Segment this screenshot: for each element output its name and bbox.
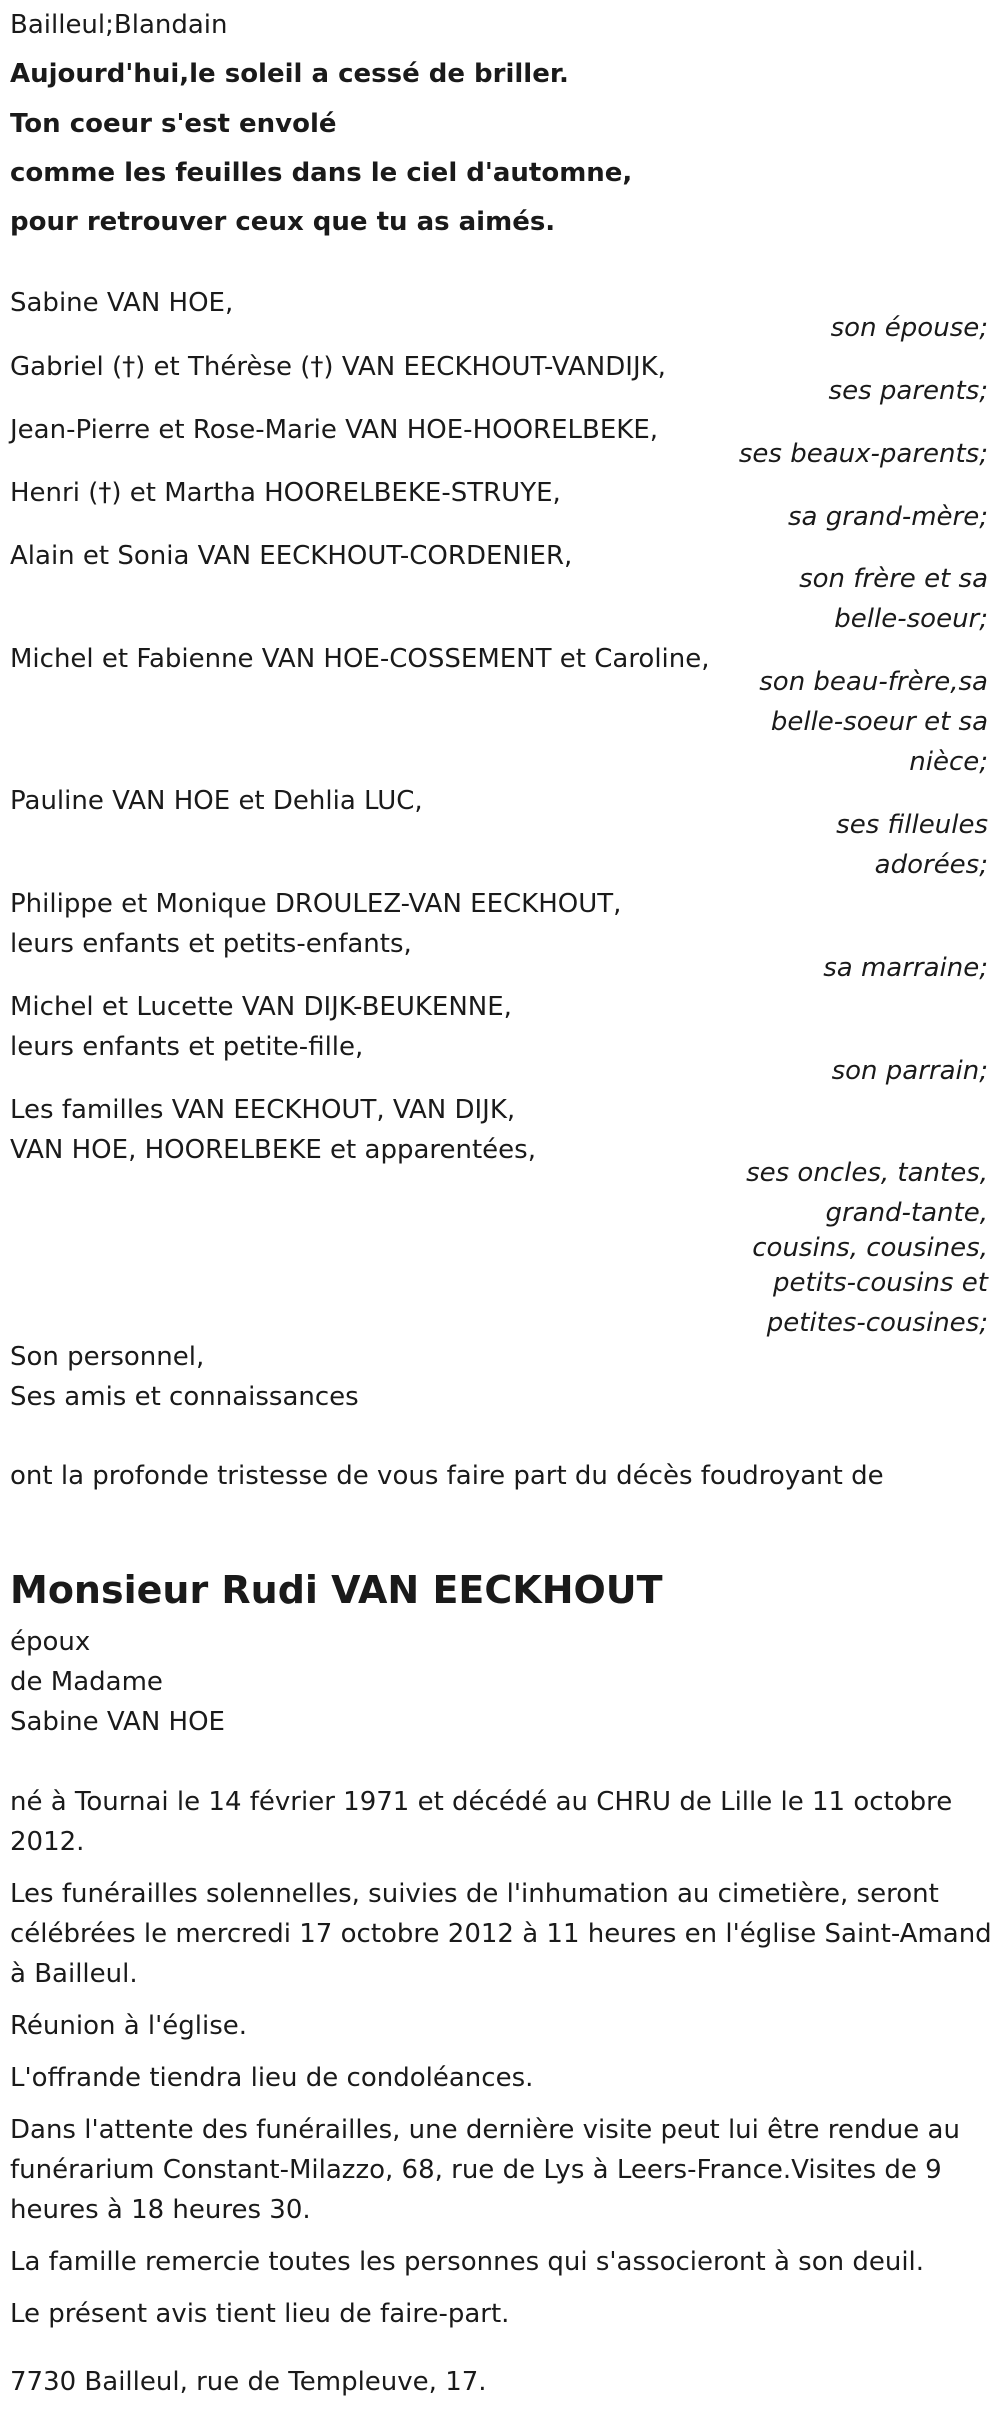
relation-10: ses oncles, tantes, grand-tante, cousins, cousines, petits-cousins et petites-cousines; — [746, 1158, 988, 1338]
visit-line-1: Dans l'attente des funérailles, une dernière visite peut lui être rendue au — [10, 2115, 960, 2145]
relation-3: ses beaux-parents; — [738, 439, 988, 469]
family-name-9b: leurs enfants et petite-fille, — [10, 1032, 364, 1062]
spouse-line-1: époux — [10, 1627, 91, 1657]
place-line: Bailleul;Blandain — [10, 10, 228, 40]
birth-death-line-2: 2012. — [10, 1827, 85, 1857]
family-name-2: Gabriel (†) et Thérèse (†) VAN EECKHOUT-VANDIJK, — [10, 352, 666, 382]
thanks-line: La famille remercie toutes les personnes qui s'associeront à son deuil. — [10, 2247, 925, 2277]
visit-line-2: funérarium Constant-Milazzo, 68, rue de Lys à Leers-France.Visites de 9 — [10, 2155, 942, 2185]
family-name-7: Pauline VAN HOE et Dehlia LUC, — [10, 786, 423, 816]
relation-9: son parrain; — [831, 1056, 988, 1086]
poem-line-3: comme les feuilles dans le ciel d'automne, — [10, 158, 633, 188]
family-name-10a: Les familles VAN EECKHOUT, VAN DIJK, — [10, 1095, 516, 1125]
visit-line-3: heures à 18 heures 30. — [10, 2195, 311, 2225]
funeral-line-3: à Bailleul. — [10, 1959, 138, 1989]
deceased-name: Monsieur Rudi VAN EECKHOUT — [10, 1568, 663, 1612]
notice-line: Le présent avis tient lieu de faire-part. — [10, 2299, 510, 2329]
family-name-8a: Philippe et Monique DROULEZ-VAN EECKHOUT, — [10, 889, 622, 919]
family-name-5: Alain et Sonia VAN EECKHOUT-CORDENIER, — [10, 541, 573, 571]
family-name-4: Henri (†) et Martha HOORELBEKE-STRUYE, — [10, 478, 561, 508]
funeral-line-2: célébrées le mercredi 17 octobre 2012 à 11 heures en l'église Saint-Amand — [10, 1919, 992, 1949]
relation-5: son frère et sa belle-soeur; — [799, 564, 988, 634]
poem-line-4: pour retrouver ceux que tu as aimés. — [10, 207, 556, 237]
spouse-line-3: Sabine VAN HOE — [10, 1707, 225, 1737]
birth-death-line-1: né à Tournai le 14 février 1971 et décédé au CHRU de Lille le 11 octobre — [10, 1787, 953, 1817]
poem-line-1: Aujourd'hui,le soleil a cessé de briller. — [10, 59, 569, 89]
offering-line: L'offrande tiendra lieu de condoléances. — [10, 2063, 534, 2093]
gathering-line: Réunion à l'église. — [10, 2011, 248, 2041]
family-name-3: Jean-Pierre et Rose-Marie VAN HOE-HOORELBEKE, — [10, 415, 659, 445]
relation-1: son épouse; — [830, 313, 988, 343]
relation-2: ses parents; — [828, 376, 988, 406]
others-line-2: Ses amis et connaissances — [10, 1382, 359, 1412]
relation-6: son beau-frère,sa belle-soeur et sa nièce; — [759, 667, 988, 777]
family-name-9a: Michel et Lucette VAN DIJK-BEUKENNE, — [10, 992, 512, 1022]
relation-4: sa grand-mère; — [787, 502, 988, 532]
poem-line-2: Ton coeur s'est envolé — [10, 109, 337, 139]
announcement: ont la profonde tristesse de vous faire part du décès foudroyant de — [10, 1461, 884, 1491]
family-name-8b: leurs enfants et petits-enfants, — [10, 929, 412, 959]
family-name-6: Michel et Fabienne VAN HOE-COSSEMENT et Caroline, — [10, 644, 710, 674]
relation-7: ses filleules adorées; — [836, 810, 988, 880]
others-line-1: Son personnel, — [10, 1342, 205, 1372]
funeral-line-1: Les funérailles solennelles, suivies de l'inhumation au cimetière, seront — [10, 1879, 939, 1909]
family-name-10b: VAN HOE, HOORELBEKE et apparentées, — [10, 1135, 536, 1165]
relation-8: sa marraine; — [823, 953, 988, 983]
family-name-1: Sabine VAN HOE, — [10, 288, 234, 318]
address-line: 7730 Bailleul, rue de Templeuve, 17. — [10, 2367, 487, 2397]
spouse-line-2: de Madame — [10, 1667, 163, 1697]
